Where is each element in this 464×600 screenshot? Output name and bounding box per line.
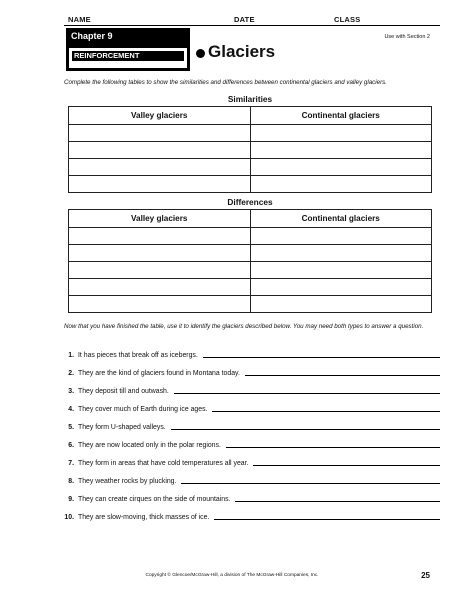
reinforcement-label: REINFORCEMENT [72, 51, 184, 61]
question-text: They are the kind of glaciers found in Montana today. [78, 370, 240, 377]
question-instructions: Now that you have finished the table, use it to identify the glaciers described below. You may need both types to answer a question. [64, 323, 424, 330]
table-row [69, 142, 432, 159]
answer-line[interactable] [214, 518, 440, 520]
answer-cell[interactable] [250, 142, 432, 159]
question-number: 1. [68, 352, 74, 359]
column-header-continental: Continental glaciers [250, 107, 432, 125]
question-number: 6. [68, 442, 74, 449]
reinforcement-box [66, 45, 190, 71]
table-row [69, 279, 432, 296]
question-number: 4. [68, 406, 74, 413]
answer-line[interactable] [171, 428, 440, 430]
question-item [64, 421, 440, 431]
table-row [69, 125, 432, 142]
question-number: 3. [68, 388, 74, 395]
table-row [69, 159, 432, 176]
question-item [64, 385, 440, 395]
page-title: Glaciers [208, 42, 276, 61]
answer-line[interactable] [212, 410, 440, 412]
answer-cell[interactable] [69, 159, 251, 176]
question-number: 7. [68, 460, 74, 467]
question-text: It has pieces that break off as icebergs. [78, 352, 198, 359]
question-item [64, 439, 440, 449]
question-text: They cover much of Earth during ice ages. [78, 406, 208, 413]
answer-cell[interactable] [69, 245, 251, 262]
answer-cell[interactable] [69, 228, 251, 245]
answer-line[interactable] [203, 356, 440, 358]
answer-cell[interactable] [250, 296, 432, 313]
column-header-valley: Valley glaciers [69, 107, 251, 125]
table-row [69, 262, 432, 279]
answer-cell[interactable] [250, 125, 432, 142]
question-number: 8. [68, 478, 74, 485]
column-header-valley: Valley glaciers [69, 210, 251, 228]
question-item [64, 367, 440, 377]
answer-cell[interactable] [250, 245, 432, 262]
answer-line[interactable] [181, 482, 440, 484]
table-row [69, 245, 432, 262]
answer-cell[interactable] [69, 125, 251, 142]
answer-cell[interactable] [250, 176, 432, 193]
answer-cell[interactable] [69, 279, 251, 296]
question-number: 2. [68, 370, 74, 377]
bullet-icon [196, 49, 205, 58]
answer-cell[interactable] [69, 176, 251, 193]
question-text: They are slow-moving, thick masses of ice. [78, 514, 210, 521]
answer-cell[interactable] [250, 262, 432, 279]
similarities-heading: Similarities [227, 94, 273, 104]
answer-line[interactable] [245, 374, 440, 376]
question-item [64, 457, 440, 467]
page-number: 25 [421, 571, 430, 580]
answer-line[interactable] [226, 446, 440, 448]
table-row [69, 176, 432, 193]
use-with-section: Use with Section 2 [384, 34, 430, 40]
name-label: NAME [68, 15, 91, 24]
similarities-table [68, 106, 432, 193]
answer-cell[interactable] [250, 279, 432, 296]
table-row [69, 228, 432, 245]
question-number: 5. [68, 424, 74, 431]
question-number: 9. [68, 496, 74, 503]
question-text: They can create cirques on the side of mountains. [78, 496, 231, 503]
question-item [64, 493, 440, 503]
question-item [64, 475, 440, 485]
question-item [64, 403, 440, 413]
question-text: They deposit till and outwash. [78, 388, 169, 395]
differences-table [68, 209, 432, 313]
date-label: DATE [234, 15, 255, 24]
answer-line[interactable] [235, 500, 440, 502]
class-label: CLASS [334, 15, 361, 24]
column-header-continental: Continental glaciers [250, 210, 432, 228]
question-item [64, 511, 440, 521]
question-text: They form U-shaped valleys. [78, 424, 166, 431]
answer-cell[interactable] [69, 262, 251, 279]
answer-cell[interactable] [69, 296, 251, 313]
question-text: They form in areas that have cold temperatures all year. [78, 460, 249, 467]
answer-cell[interactable] [250, 159, 432, 176]
answer-line[interactable] [253, 464, 440, 466]
answer-cell[interactable] [69, 142, 251, 159]
question-text: They are now located only in the polar regions. [78, 442, 221, 449]
question-text: They weather rocks by plucking. [78, 478, 177, 485]
chapter-label: Chapter 9 [66, 28, 190, 45]
answer-line[interactable] [174, 392, 440, 394]
copyright-notice: Copyright © Glencoe/McGraw-Hill, a division of The McGraw-Hill Companies, Inc. [145, 573, 319, 578]
question-number: 10. [64, 514, 74, 521]
header-rule [64, 25, 440, 26]
table-row [69, 296, 432, 313]
answer-cell[interactable] [250, 228, 432, 245]
table-instructions: Complete the following tables to show the similarities and differences between continental glaciers and valley glaciers. [64, 79, 387, 86]
differences-heading: Differences [227, 197, 273, 207]
question-item [64, 349, 440, 359]
